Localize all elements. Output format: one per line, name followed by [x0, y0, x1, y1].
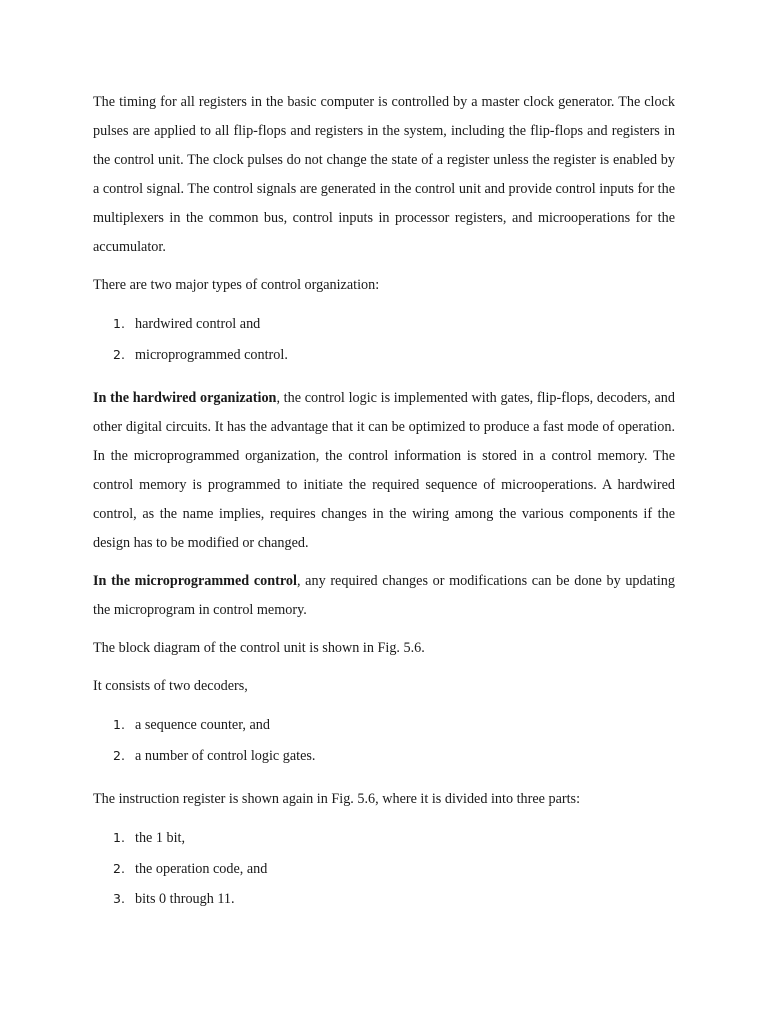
- list-item: [93, 884, 675, 915]
- microprogrammed-text: , any required changes or modifications can be done by updating the microprogram in control memory.: [93, 573, 675, 618]
- list-item: [93, 309, 675, 340]
- list-number: 2.: [113, 860, 125, 876]
- list-item-text: bits 0 through 11.: [135, 891, 235, 907]
- list-item: [93, 741, 675, 772]
- list-item-text: microprogrammed control.: [135, 346, 288, 363]
- list-item: [93, 854, 675, 885]
- list-item-text: the 1 bit,: [135, 830, 186, 846]
- list-number: 1.: [113, 316, 125, 331]
- paragraph-microprogrammed: [93, 567, 675, 625]
- paragraph-decoders-intro: It consists of two decoders,: [93, 678, 248, 694]
- hardwired-text: , the control logic is implemented with gates, flip-flops, decoders, and other digital circuits. It has the advantage that it can be optimized to produce a fast mode of operation. In the microprogrammed organization, the control information is stored in a control memory. The control memory is programmed to initiate the required sequence of microoperations. A hardwired control, as the name implies, requires changes in the wiring among the various components if the design has to be modified or changed.: [93, 390, 675, 551]
- paragraph-clock-timing: The timing for all registers in the basic computer is controlled by a master clock generator. The clock pulses are applied to all flip-flops and registers in the system, including the flip-flops and registers in the control unit. The clock pulses do not change the state of a register unless the register is enabled by a control signal. The control signals are generated in the control unit and provide control inputs for the multiplexers in the common bus, control inputs in processor registers, and microoperations for the accumulator.: [93, 94, 675, 255]
- list-item: [93, 823, 675, 854]
- list-item-text: hardwired control and: [135, 316, 261, 332]
- list-item-text: the operation code, and: [135, 860, 268, 877]
- microprogrammed-heading: In the microprogrammed control: [93, 573, 297, 589]
- list-number: 1.: [113, 717, 125, 732]
- paragraph-control-types-intro: There are two major types of control organization:: [93, 277, 380, 293]
- paragraph-block-diagram: The block diagram of the control unit is shown in Fig. 5.6.: [93, 640, 425, 656]
- document-page: [93, 88, 675, 929]
- list-number: 2.: [113, 747, 125, 763]
- list-item-text: a number of control logic gates.: [135, 747, 316, 764]
- control-types-list: [93, 309, 675, 370]
- list-number: 2.: [113, 346, 125, 362]
- list-item: [93, 340, 675, 371]
- list-item-text: a sequence counter, and: [135, 717, 270, 733]
- paragraph-instruction-register: The instruction register is shown again in Fig. 5.6, where it is divided into three parts:: [93, 791, 581, 807]
- list-number: 3.: [113, 891, 125, 906]
- decoders-list: [93, 710, 675, 771]
- list-number: 1.: [113, 830, 125, 845]
- ir-parts-list: [93, 823, 675, 915]
- list-item: [93, 710, 675, 741]
- paragraph-hardwired: [93, 384, 675, 558]
- hardwired-heading: In the hardwired organization: [93, 390, 277, 406]
